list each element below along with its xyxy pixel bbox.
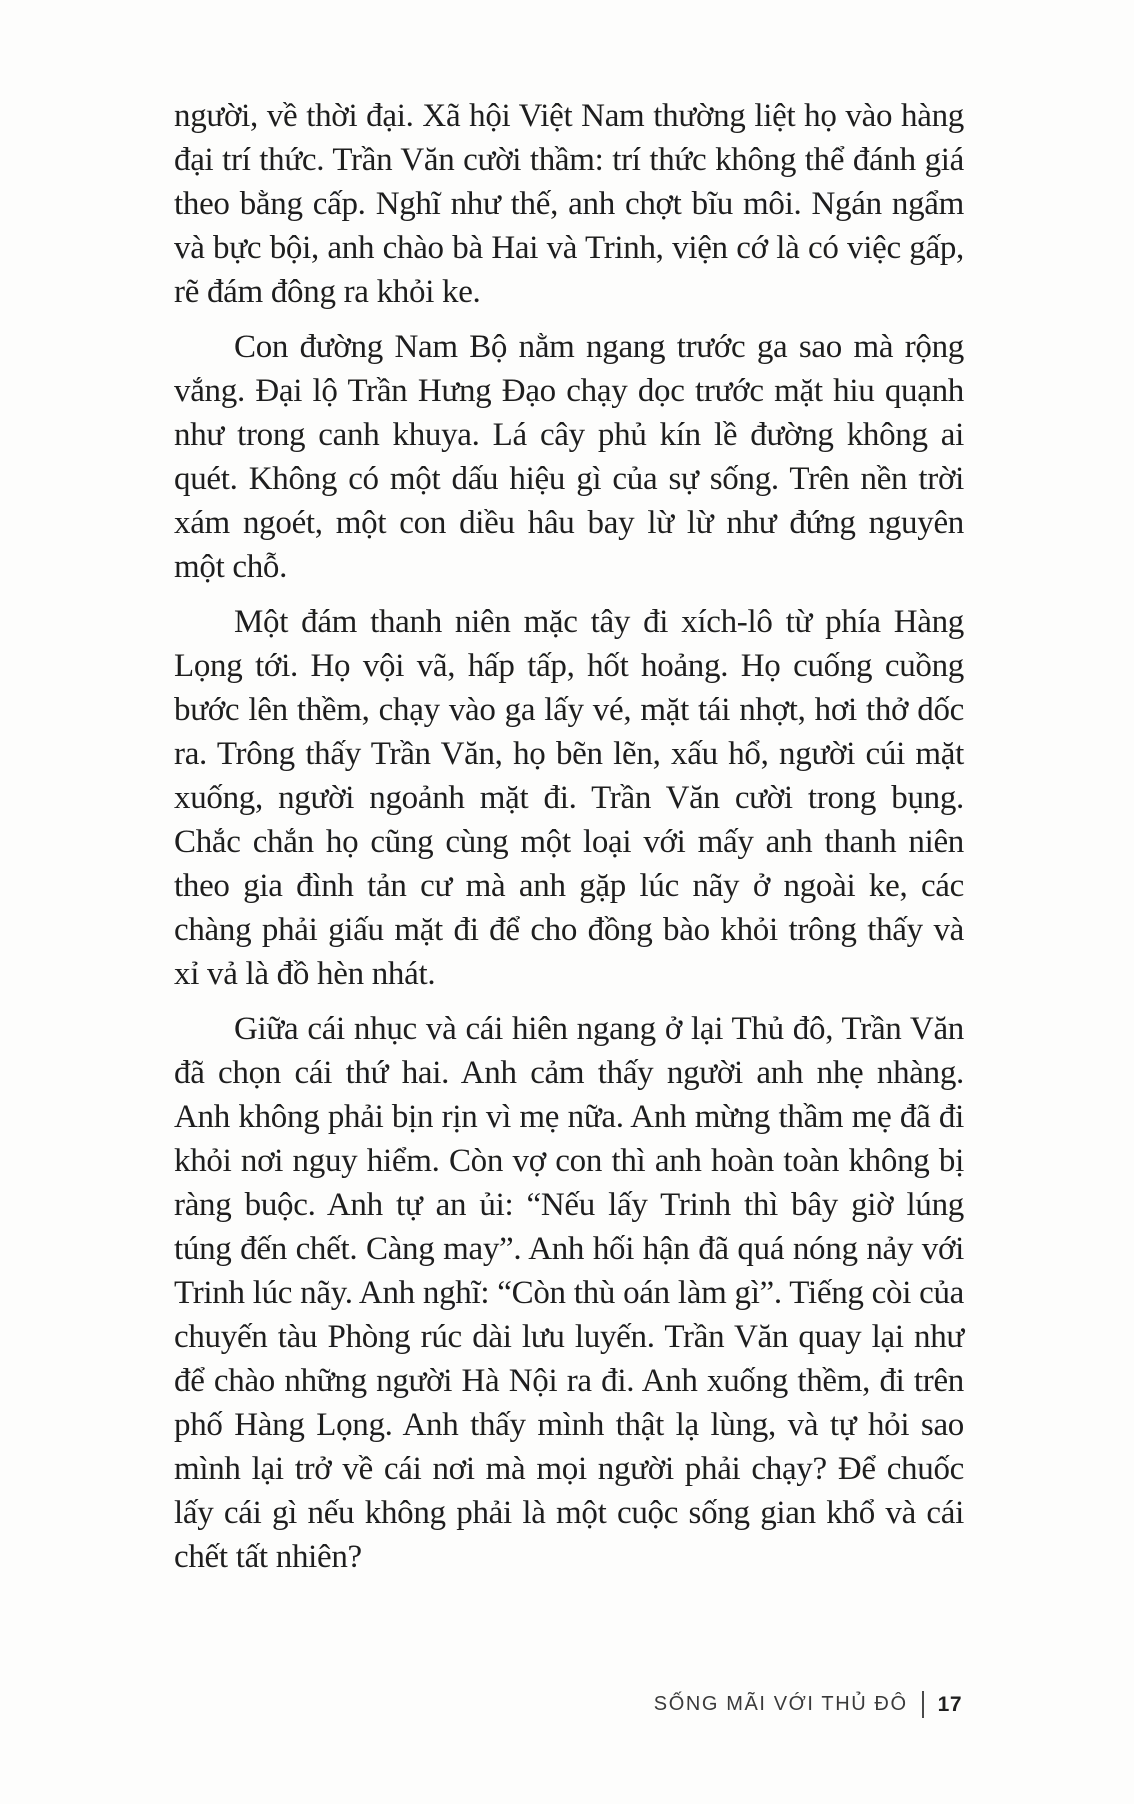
- footer-separator-bar: [922, 1691, 924, 1718]
- paragraph: Con đường Nam Bộ nằm ngang trước ga sao mà rộng vắng. Đại lộ Trần Hưng Đạo chạy dọc trước mặt hiu quạnh như trong canh khuya. Lá cây phủ kín lề đường không ai quét. Không có một dấu hiệu gì của sự sống. Trên nền trời xám ngoét, một con diều hâu bay lừ lừ như đứng nguyên một chỗ.: [174, 329, 964, 585]
- paragraph: Một đám thanh niên mặc tây đi xích-lô từ phía Hàng Lọng tới. Họ vội vã, hấp tấp, hốt hoảng. Họ cuống cuồng bước lên thềm, chạy vào ga lấy vé, mặt tái nhợt, hơi thở dốc ra. Trông thấy Trần Văn, họ bẽn lẽn, xấu hổ, người cúi mặt xuống, người ngoảnh mặt đi. Trần Văn cười trong bụng. Chắc chắn họ cũng cùng một loại với mấy anh thanh niên theo gia đình tản cư mà anh gặp lúc nãy ở ngoài ke, các chàng phải giấu mặt đi để cho đồng bào khỏi trông thấy và xỉ vả là đồ hèn nhát.: [174, 604, 964, 992]
- page-number: 17: [937, 1692, 962, 1716]
- page-footer: [654, 1691, 962, 1718]
- paragraph: Giữa cái nhục và cái hiên ngang ở lại Thủ đô, Trần Văn đã chọn cái thứ hai. Anh cảm thấy người anh nhẹ nhàng. Anh không phải bịn rịn vì mẹ nữa. Anh mừng thầm mẹ đã đi khỏi nơi nguy hiểm. Còn vợ con thì anh hoàn toàn không bị ràng buộc. Anh tự an ủi: “Nếu lấy Trinh thì bây giờ lúng túng đến chết. Càng may”. Anh hối hận đã quá nóng nảy với Trinh lúc nãy. Anh nghĩ: “Còn thù oán làm gì”. Tiếng còi của chuyến tàu Phòng rúc dài lưu luyến. Trần Văn quay lại như để chào những người Hà Nội ra đi. Anh xuống thềm, đi trên phố Hàng Lọng. Anh thấy mình thật lạ lùng, và tự hỏi sao mình lại trở về cái nơi mà mọi người phải chạy? Để chuốc lấy cái gì nếu không phải là một cuộc sống gian khổ và cái chết tất nhiên?: [174, 1011, 964, 1575]
- text-column: [174, 94, 964, 1590]
- paragraph: người, về thời đại. Xã hội Việt Nam thường liệt họ vào hàng đại trí thức. Trần Văn cười thầm: trí thức không thể đánh giá theo bằng cấp. Nghĩ như thế, anh chợt bĩu môi. Ngán ngẩm và bực bội, anh chào bà Hai và Trinh, viện cớ là có việc gấp, rẽ đám đông ra khỏi ke.: [174, 98, 964, 310]
- footer-running-title: SỐNG MÃI VỚI THỦ ĐÔ: [653, 1693, 908, 1715]
